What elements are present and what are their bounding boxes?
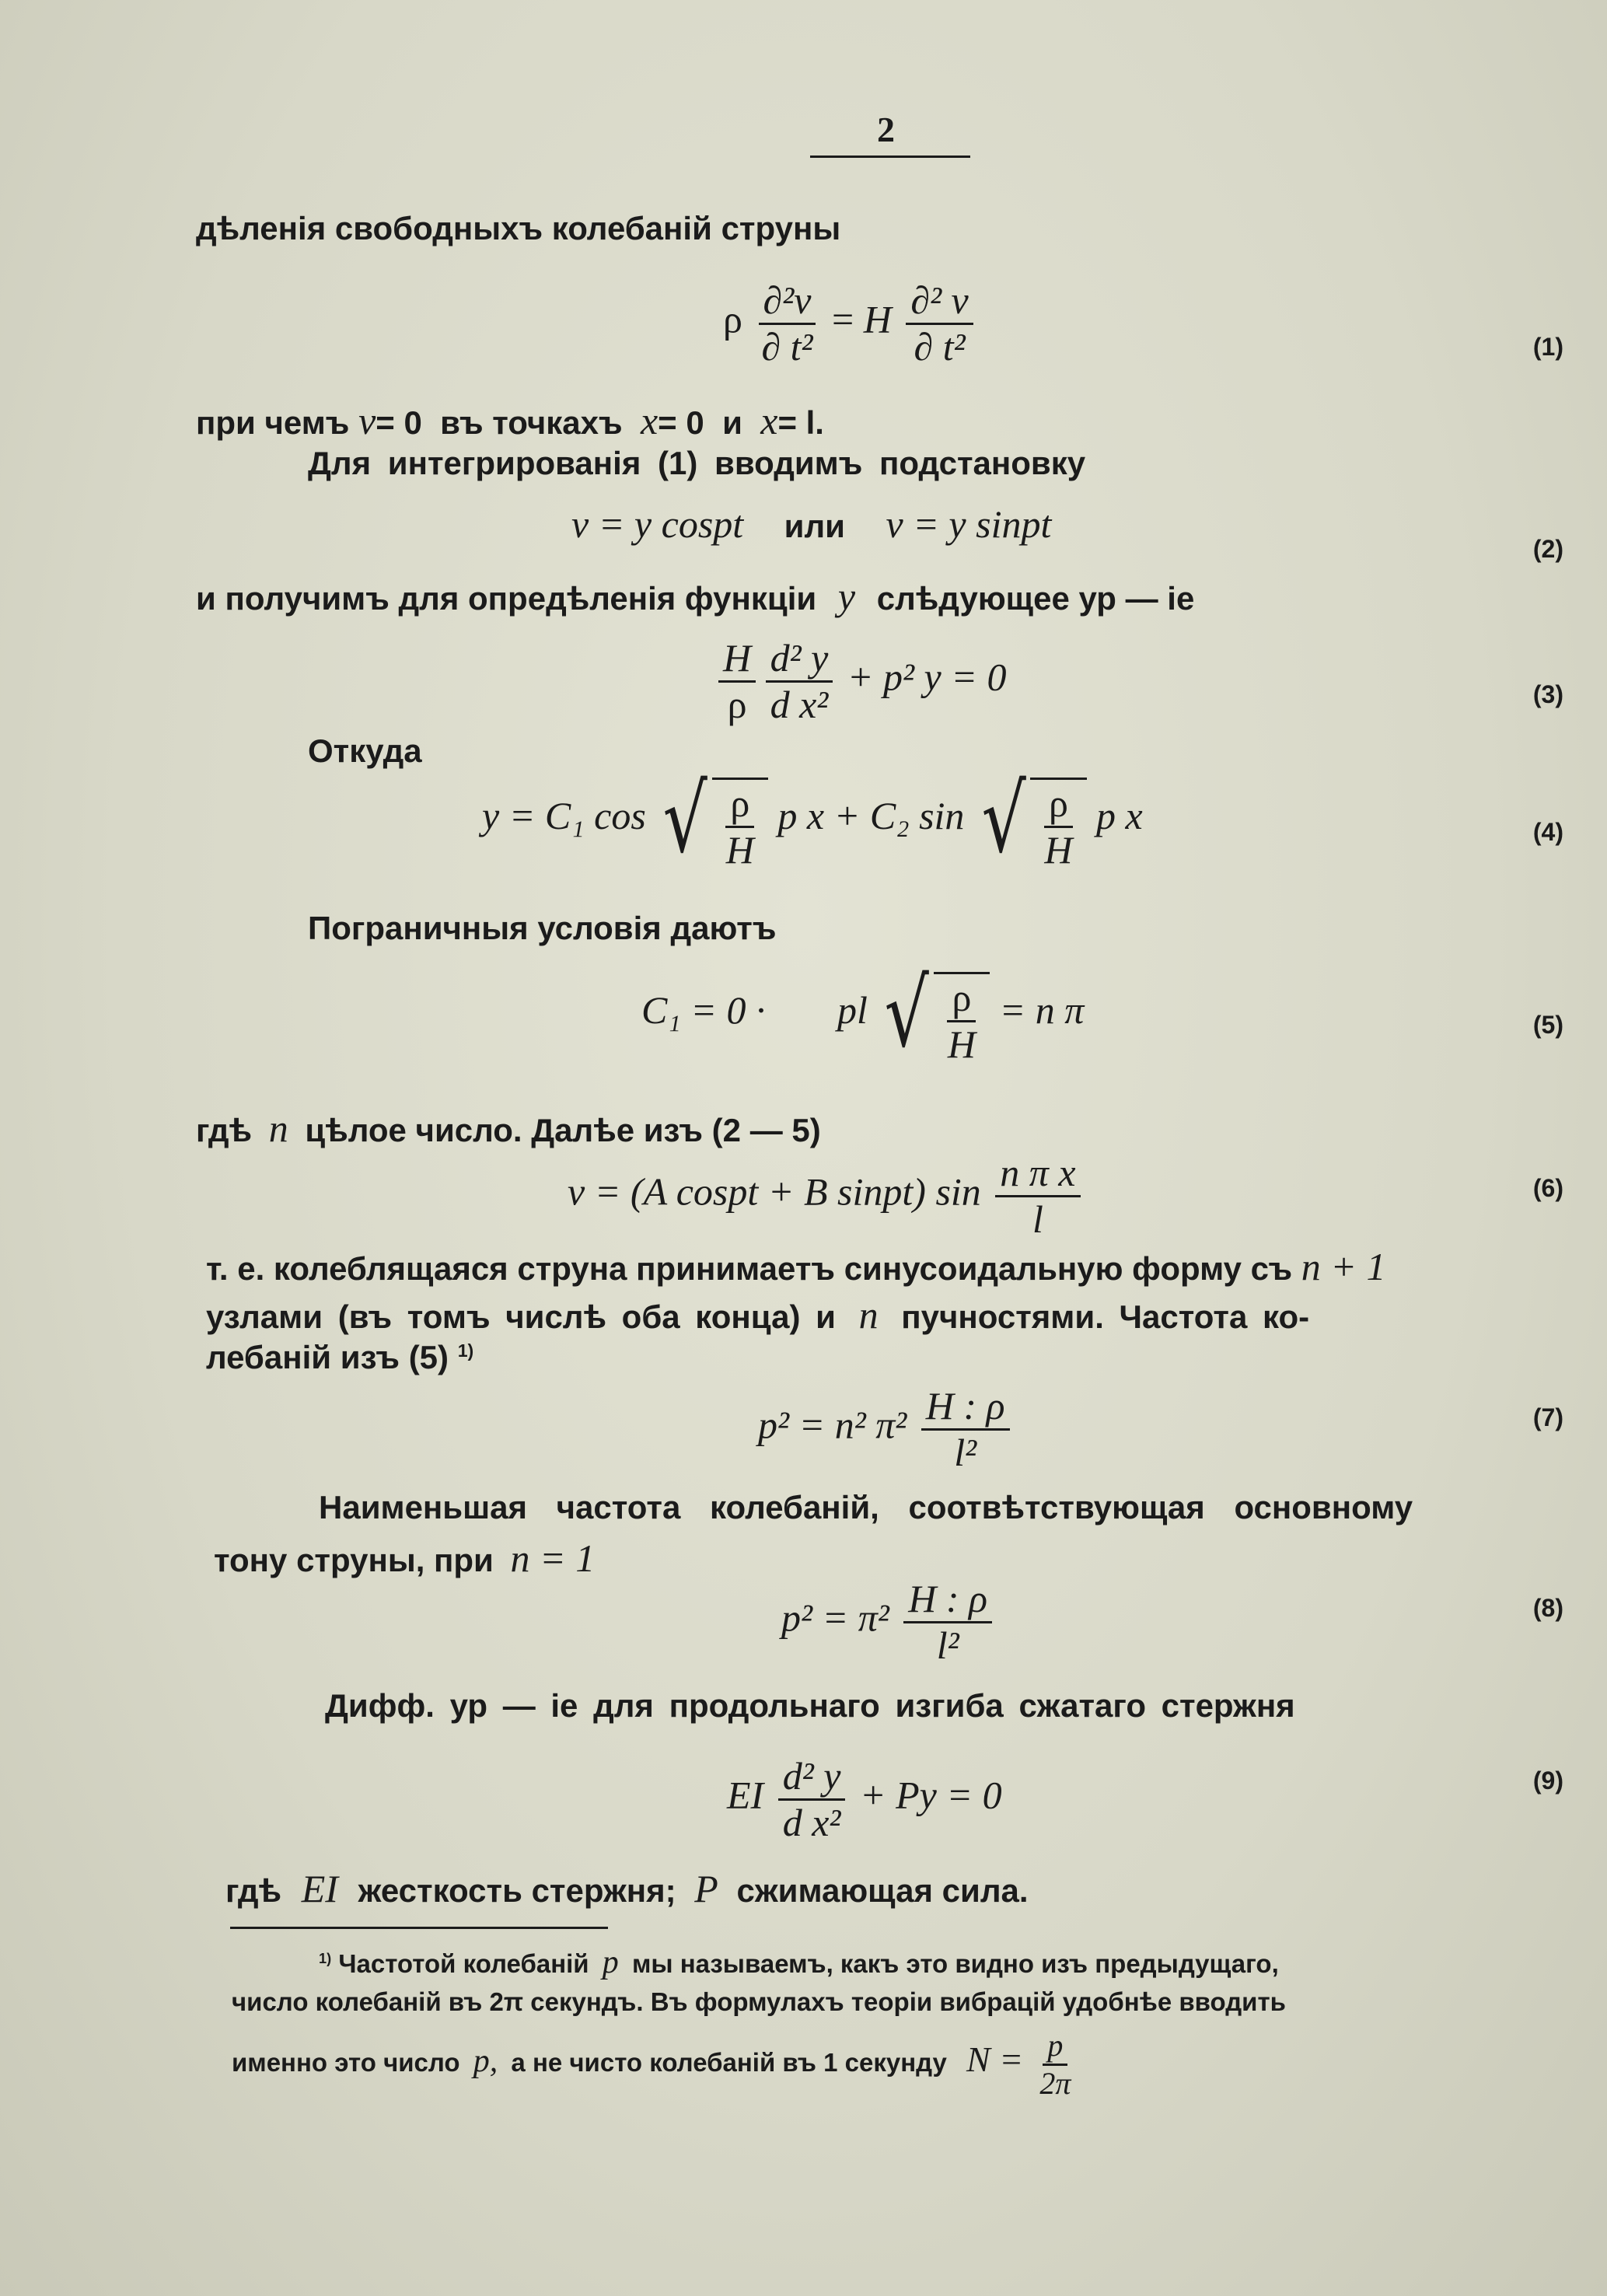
eq4-frac-2 bbox=[1039, 783, 1077, 870]
eq1-num2: ∂² v bbox=[906, 280, 973, 325]
eq3-rest: + p² y = 0 bbox=[847, 655, 1007, 699]
eq9-den: d x² bbox=[782, 1800, 841, 1844]
eq6-label: (6) bbox=[1532, 1174, 1563, 1202]
line7-n: n bbox=[268, 1106, 288, 1150]
header-rule bbox=[810, 156, 970, 158]
line12-pre: тону струны, при bbox=[214, 1542, 494, 1578]
fn-l3-N: N = bbox=[966, 2039, 1024, 2080]
fn-l3-pre: именно это число bbox=[232, 2048, 460, 2078]
equation-9 bbox=[727, 1756, 1002, 1843]
eq4-rd2: H bbox=[1044, 827, 1073, 872]
eq3-n1: H bbox=[718, 638, 756, 683]
text-line-13: Дифф. ур — іе для продольнаго изгиба сжатаго стержня bbox=[325, 1687, 1295, 1724]
fn-l3-den: 2π bbox=[1039, 2066, 1071, 2101]
eq5-frac bbox=[943, 977, 980, 1064]
eq7-label: (7) bbox=[1532, 1403, 1563, 1431]
fn-frac bbox=[1035, 2029, 1075, 2100]
eq4-rn: ρ bbox=[725, 783, 754, 828]
fn-l3-num: p bbox=[1043, 2029, 1067, 2066]
eq8-lhs: p² = π² bbox=[781, 1595, 889, 1640]
eq3-n2: d² y bbox=[766, 638, 833, 683]
line2-eq1: = 0 bbox=[376, 404, 422, 441]
eq2-label: (2) bbox=[1532, 535, 1563, 563]
line2-eq2: = 0 bbox=[658, 404, 704, 441]
eq4-sqrt-1 bbox=[655, 765, 768, 874]
text-line-11: Наименьшая частота колебаній, соотвѣтствующая основному bbox=[319, 1489, 1413, 1525]
text-line-1: дѣленія свободныхъ колебаній струны bbox=[196, 210, 841, 246]
equation-1 bbox=[723, 280, 978, 367]
eq5-sqrt bbox=[877, 959, 990, 1068]
line2-eq3: = l. bbox=[777, 404, 824, 441]
line14-mid: жесткость стержня; bbox=[358, 1872, 676, 1909]
eq2-or: или bbox=[784, 508, 845, 544]
eq7-frac bbox=[921, 1386, 1010, 1473]
eq1-rho: ρ bbox=[723, 297, 742, 341]
eq1-den: ∂ t² bbox=[761, 324, 813, 369]
footnote-line-3 bbox=[232, 2029, 1080, 2100]
line2-v: v bbox=[358, 399, 376, 442]
line8-n: n + 1 bbox=[1301, 1245, 1386, 1288]
eq4-label: (4) bbox=[1532, 818, 1563, 846]
text-line-2 bbox=[196, 398, 824, 443]
eq2-left: v = y cospt bbox=[571, 502, 744, 546]
eq8-frac bbox=[903, 1578, 992, 1665]
eq1-label: (1) bbox=[1532, 333, 1563, 361]
footnote-rule bbox=[230, 1927, 608, 1929]
eq2-right: v = y sinpt bbox=[886, 502, 1052, 546]
text-line-3: Для интегрированія (1) вводимъ подстановку bbox=[308, 445, 1086, 481]
fn-l1-p: p bbox=[602, 1945, 619, 1980]
eq7-num: H : ρ bbox=[921, 1386, 1010, 1431]
line7-post: цѣлое число. Далѣе изъ (2 — 5) bbox=[305, 1112, 821, 1148]
line2-x: x bbox=[640, 399, 659, 442]
eq1-eq: = bbox=[832, 297, 854, 341]
eq8-den: l² bbox=[936, 1623, 959, 1667]
equation-5 bbox=[641, 959, 1085, 1068]
eq3-frac-2 bbox=[766, 638, 833, 725]
eq3-frac-1 bbox=[718, 638, 756, 725]
text-line-6: Пограничныя условія даютъ bbox=[308, 910, 777, 946]
eq9-num: d² y bbox=[778, 1756, 846, 1801]
equation-3 bbox=[714, 638, 1006, 725]
text-line-8 bbox=[206, 1244, 1386, 1289]
eq5-label: (5) bbox=[1532, 1011, 1563, 1039]
eq4-rn2: ρ bbox=[1044, 783, 1073, 828]
eq1-frac-right bbox=[906, 280, 973, 367]
fn-l3-post: а не чисто колебаній въ 1 секунду bbox=[511, 2048, 947, 2078]
eq5-pl: pl bbox=[837, 987, 868, 1032]
footnote-line-2: число колебаній въ 2π секундъ. Въ формулахъ теоріи вибрацій удобнѣе вводить bbox=[232, 1987, 1286, 2016]
line12-n: n = 1 bbox=[510, 1536, 596, 1580]
equation-2 bbox=[571, 501, 1051, 547]
footnote-line-1 bbox=[319, 1944, 1279, 1981]
fn-l3-p: p, bbox=[473, 2043, 498, 2080]
eq6-num: n π x bbox=[995, 1152, 1080, 1197]
eq3-d1: ρ bbox=[727, 682, 747, 726]
eq1-frac-left bbox=[756, 280, 817, 367]
sqrt-icon: √ bbox=[981, 765, 1026, 874]
eq5-lhs: C₁ = 0 · bbox=[641, 987, 766, 1032]
equation-7 bbox=[758, 1386, 1015, 1473]
text-line-10 bbox=[206, 1339, 473, 1376]
line14-pre: гдѣ bbox=[225, 1872, 282, 1909]
eq6-lhs: v = (A cospt + B sinpt) sin bbox=[568, 1169, 981, 1214]
line4-post: слѣдующее ур — іе bbox=[876, 580, 1195, 617]
eq9-EI: EI bbox=[727, 1773, 764, 1817]
eq5-rn: ρ bbox=[947, 977, 976, 1022]
line9-n: n bbox=[858, 1293, 879, 1337]
page-number: 2 bbox=[877, 110, 895, 149]
eq9-label: (9) bbox=[1532, 1767, 1563, 1795]
text-line-7 bbox=[196, 1106, 821, 1151]
line9-pre: узлами (въ томъ числѣ оба конца) и bbox=[206, 1298, 836, 1335]
line8-pre: т. е. колеблящаяся струна принимаетъ синусоидальную форму съ bbox=[206, 1250, 1293, 1287]
text-line-4 bbox=[196, 574, 1194, 619]
eq6-frac bbox=[995, 1152, 1080, 1239]
line4-pre: и получимъ для опредѣленія функціи bbox=[196, 580, 817, 617]
eq4-rd: H bbox=[725, 827, 754, 872]
eq9-frac bbox=[778, 1756, 846, 1843]
sqrt-icon: √ bbox=[662, 765, 708, 874]
fn-l1-pre: Частотой колебаній bbox=[338, 1949, 589, 1978]
equation-4 bbox=[482, 765, 1143, 874]
line7-pre: гдѣ bbox=[196, 1112, 253, 1148]
line2-x2: x bbox=[760, 399, 778, 442]
eq8-label: (8) bbox=[1532, 1594, 1563, 1622]
eq5-rhs: = n π bbox=[999, 987, 1085, 1032]
equation-6 bbox=[568, 1152, 1085, 1239]
eq4-lhs: y = C₁ cos bbox=[482, 793, 646, 837]
text-line-12 bbox=[214, 1536, 595, 1581]
fn-l1-post: мы называемъ, какъ это видно изъ предыдущаго, bbox=[631, 1949, 1279, 1978]
eq9-rest: + Py = 0 bbox=[859, 1773, 1002, 1817]
footnote-marker: 1) bbox=[319, 1951, 332, 1966]
line14-P: P bbox=[694, 1867, 718, 1910]
text-line-9 bbox=[206, 1292, 1309, 1337]
eq1-H: H bbox=[863, 297, 892, 341]
eq5-rd: H bbox=[947, 1022, 976, 1066]
text-line-5: Откуда bbox=[308, 732, 422, 769]
eq3-label: (3) bbox=[1532, 680, 1563, 708]
equation-8 bbox=[781, 1578, 997, 1665]
line2-pre: при чемъ bbox=[196, 404, 350, 441]
eq4-mid: p x + C₂ sin bbox=[777, 793, 965, 837]
line10-text: лебаній изъ (5) bbox=[206, 1339, 449, 1375]
eq7-den: l² bbox=[954, 1430, 977, 1474]
line2-mid: въ точкахъ bbox=[440, 404, 623, 441]
eq1-den2: ∂ t² bbox=[914, 324, 966, 369]
eq1-num: ∂²v bbox=[759, 280, 816, 325]
footnote-ref: 1) bbox=[457, 1340, 474, 1361]
line14-EI: EI bbox=[301, 1867, 338, 1910]
sqrt-icon: √ bbox=[884, 959, 930, 1068]
eq8-num: H : ρ bbox=[903, 1578, 992, 1623]
eq4-end: p x bbox=[1096, 793, 1143, 837]
line4-y: y bbox=[837, 575, 856, 618]
eq3-d2: d x² bbox=[770, 682, 829, 726]
eq4-sqrt-2 bbox=[974, 765, 1087, 874]
line14-post: сжимающая сила. bbox=[736, 1872, 1029, 1909]
eq7-lhs: p² = n² π² bbox=[758, 1403, 907, 1447]
eq6-den: l bbox=[1032, 1197, 1043, 1241]
line9-post: пучностями. Частота ко- bbox=[901, 1298, 1310, 1335]
eq4-frac-1 bbox=[721, 783, 759, 870]
text-line-14 bbox=[225, 1866, 1029, 1911]
line2-and: и bbox=[722, 404, 742, 441]
